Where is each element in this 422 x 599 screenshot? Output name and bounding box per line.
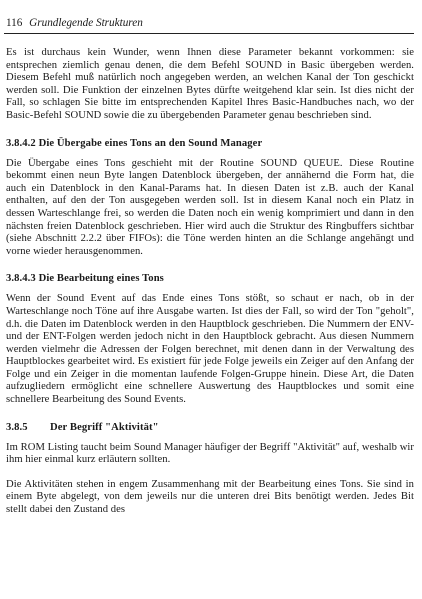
header-rule (4, 33, 414, 34)
chapter-title: Grundlegende Strukturen (29, 17, 143, 29)
section-heading-3-8-4-3: 3.8.4.3 Die Bearbeitung eines Tons (6, 273, 164, 285)
section-title: Der Begriff "Aktivität" (50, 421, 159, 433)
paragraph-activities: Die Aktivitäten stehen in engem Zusammenhang mit der Bearbeitung eines Tons. Sie sind in einem Byte abgelegt, von dem jeweils nur die unteren drei Bits benötigt werden. Jedes Bit stellt dabei den Zustand des (6, 478, 414, 516)
paragraph-sound-queue: Die Übergabe eines Tons geschieht mit der Routine SOUND QUEUE. Diese Routine bekommt einen neun Byte langen Datenblock übergeben, der annähernd die Form hat, die auch ein Datenblock in den Kanal-Params hat. In diesen Daten ist z.B. auch der Kanal enthalten, auf den der Ton ausgegeben werden soll. Ist in diesem Kanal noch ein Platz in dessen Warteschlange frei, so werden die Daten noch ein wenig komprimiert und dann in den nächsten freien Datenblock geschrieben. Hier wird auch die Struktur des Ringbuffers sichtbar (siehe Abschnitt 2.2.2 über FIFOs): die Töne werden hinten an die Schlange angehängt und vorne wieder herausgenommen. (6, 157, 414, 257)
section-heading-3-8-5 (6, 421, 414, 434)
section-heading-3-8-4-2: 3.8.4.2 Die Übergabe eines Tons an den Sound Manager (6, 137, 263, 149)
page-number: 116 (6, 17, 23, 29)
section-number: 3.8.5 (6, 421, 28, 433)
page-body (6, 47, 414, 517)
running-header (6, 16, 412, 32)
paragraph-parameters: Es ist durchaus kein Wunder, wenn Ihnen diese Parameter bekannt vorkommen: sie entsprechen ziemlich genau denen, die dem Befehl SOUND in Basic übergeben werden. Diesem Befehl muß natürlich noch angegeben werden, an welchen Kanal der Ton geschickt werden soll. Die Funktion der einzelnen Bytes dürfte weitgehend klar sein. Ist dies nicht der Fall, so schlagen Sie bitte im entsprechenden Kapitel Ihres Basic-Handbuches nach, wo der Basic-Befehl SOUND sowie die zu übergebenden Parameter genau beschrieben sind. (6, 47, 414, 121)
paragraph-rom-listing: Im ROM Listing taucht beim Sound Manager häufiger der Begriff "Aktivität" auf, weshalb wir ihm hier einmal kurz erläutern sollten. (6, 441, 414, 466)
paragraph-tone-processing: Wenn der Sound Event auf das Ende eines Tons stößt, so schaut er nach, ob in der Warteschlange noch Töne auf ihre Ausgabe warten. Ist dies der Fall, so wird der Ton "geholt", d.h. die Daten im Datenblock werden in den Hauptblock geschrieben. Die Nummern der ENV- und der ENT-Folgen werden jedoch nicht in den Hauptblock gebracht. Aus diesen Nummern werden vielmehr die Adressen der Folgen berechnet, mit denen dann in der Verwaltung des Hauptblockes gearbeitet wird. Es existiert für jede Folge jeweils ein Zeiger auf den Anfang der Folge und ein Zeiger in die momentan laufende Folgen-Gruppe hinein. Diese Art, die Daten aufzugliedern ermöglicht eine schnellere Auswertung des Hauptblockes und somit eine schnellere Bearbeitung des Sound Events. (6, 293, 414, 406)
